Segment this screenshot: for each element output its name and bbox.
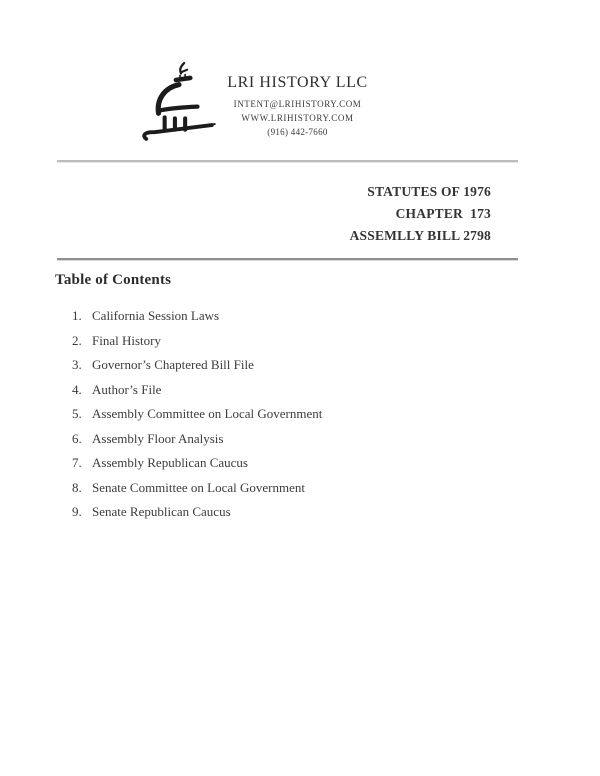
toc-item-number: 8.: [72, 479, 82, 495]
toc-item: [57, 378, 477, 403]
chapter-line: CHAPTER 173: [395, 206, 491, 221]
statutes-line: STATUTES OF 1976: [367, 184, 491, 199]
toc-item-label: Assembly Committee on Local Government: [92, 406, 323, 421]
toc-item: [57, 476, 477, 501]
toc-item: [57, 500, 477, 525]
company-website: WWW.LRIHISTORY.COM: [241, 113, 354, 123]
toc-item-number: 7.: [72, 455, 82, 470]
toc-item: [57, 304, 477, 329]
toc-item: [57, 451, 477, 476]
toc-item-number: 2.: [72, 332, 82, 348]
toc-item-label: Final History: [92, 332, 161, 348]
toc-item-label: Governor’s Chaptered Bill File: [92, 357, 254, 372]
toc-item-number: 9.: [72, 504, 82, 519]
toc-item: [57, 402, 477, 427]
company-phone: (916) 442-7660: [267, 127, 328, 137]
toc-heading: Table of Contents: [55, 272, 172, 288]
toc-item-label: Senate Republican Caucus: [92, 504, 231, 519]
toc-item: [57, 353, 477, 378]
toc-item-number: 6.: [72, 430, 82, 446]
toc-item-number: 5.: [72, 406, 82, 421]
toc-list: [57, 304, 477, 525]
toc-item-number: 3.: [72, 357, 82, 372]
divider-top: [57, 160, 518, 163]
toc-item-label: California Session Laws: [92, 308, 220, 323]
company-name: LRI HISTORY LLC: [227, 74, 368, 91]
toc-item: [57, 329, 477, 354]
divider-middle: [57, 258, 518, 261]
toc-item-number: 4.: [72, 381, 82, 397]
toc-item-label: Senate Committee on Local Government: [92, 479, 305, 495]
toc-item-label: Assembly Floor Analysis: [92, 430, 224, 446]
toc-item-label: Assembly Republican Caucus: [92, 455, 248, 470]
bill-line: ASSEMLLY BILL 2798: [349, 228, 491, 243]
toc-item-label: Author’s File: [92, 381, 162, 397]
toc-item-number: 1.: [72, 308, 82, 323]
reference-block: [350, 181, 491, 247]
toc-item: [57, 427, 477, 452]
company-email: INTENT@LRIHISTORY.COM: [233, 99, 362, 109]
